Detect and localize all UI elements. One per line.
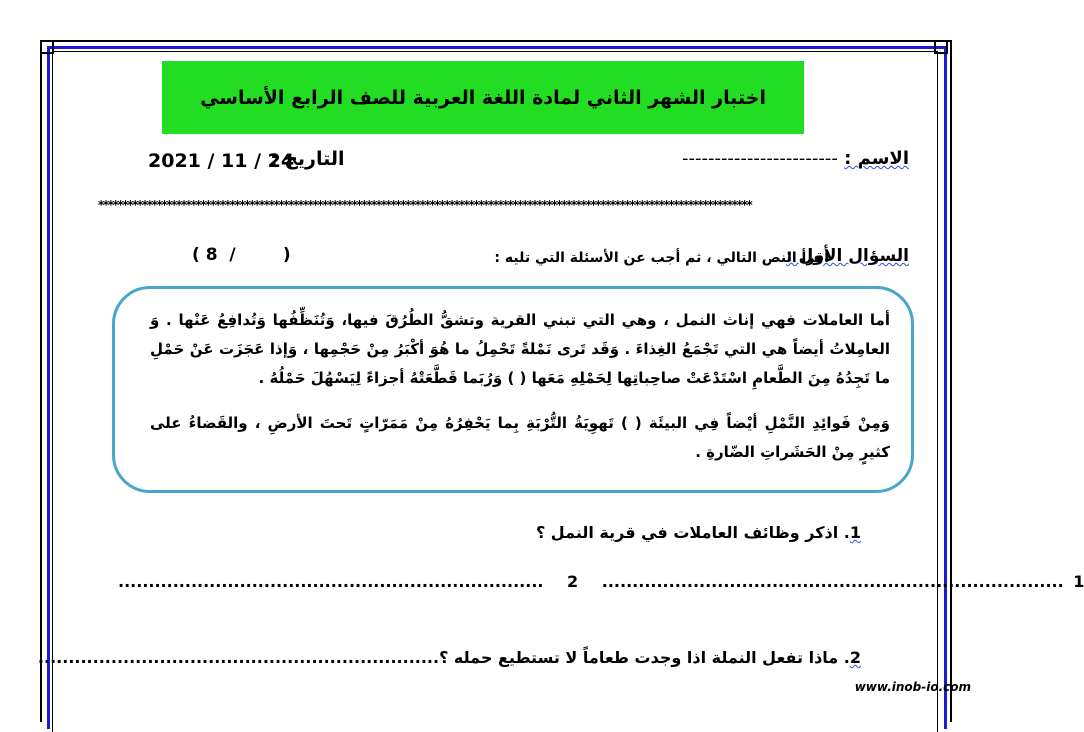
question1-mark: ( 8 / )	[192, 245, 291, 265]
date-value: 2021 / 11 / 24	[148, 150, 295, 172]
separator-stars: **************************************************************************************************************************************	[98, 198, 752, 212]
question1-label: السؤال الأول :	[785, 246, 909, 266]
passage	[150, 306, 890, 483]
passage-paragraph: أما العاملات فهي إناث النمل ، وهي التي تبني القرية وتشقُّ الطُرُقَ فيها، وَتُنَظِّفُها وَتُدافِعُ عَنْها . وَ العامِلاتُ أيضاً هي التي تَجْمَعُ الغِذاءَ . وَقَد تَرى نَمْلةً تَحْمِلُ ما هُوَ أكْبَرُ مِنْ حَجْمِها ، وَإذا عَجَزَت عَنْ حَمْلِ ما تَجِدُهُ مِنَ الطَّعامِ اسْتَدْعَتْ صاحِباتِها لِحَمْلِهِ مَعَها ( ) وَرُبَما قَطَّعَتْهُ أجزاءً لِيَسْهُلَ حَمْلُهُ .	[150, 311, 890, 387]
corner-ornament	[40, 40, 54, 54]
question-2: 2. ماذا تفعل النملة اذا وجدت طعاماً لا تستطيع حمله ؟..................................................................	[37, 648, 861, 667]
name-blank[interactable]: ------------------------	[681, 148, 838, 169]
corner-ornament	[934, 40, 948, 54]
question-1: 1. اذكر وظائف العاملات في قرية النمل ؟	[535, 523, 861, 542]
passage-paragraph: وَمِنْ فَوائِدِ النَّمْلِ أيْضاً فِي البيئَة ( ) تَهوِيَةُ التُّرْبَةِ بِما يَحْفِرُهُ مِنْ مَمَرّاتٍ تَحتَ الأرضِ ، والقَضاءُ على كثيرٍ مِنْ الحَشَراتِ الضّارةِ .	[150, 414, 890, 461]
name-label: الاسم :	[844, 148, 909, 169]
answer-lines-q1[interactable]: ...................................................................... 2 ............................................................................ 1	[118, 572, 1084, 591]
exam-title-box	[162, 61, 804, 134]
footer-url: www.inob-io.com	[854, 680, 971, 694]
exam-title: اختبار الشهر الثاني لمادة اللغة العربية للصف الرابع الأساسي	[200, 86, 766, 109]
date-label: التاريخ :	[270, 148, 345, 170]
name-row	[682, 148, 909, 169]
question1-instruction: اقرأ النص التالي ، ثم أجب عن الأسئلة التي تليه :	[494, 250, 829, 266]
